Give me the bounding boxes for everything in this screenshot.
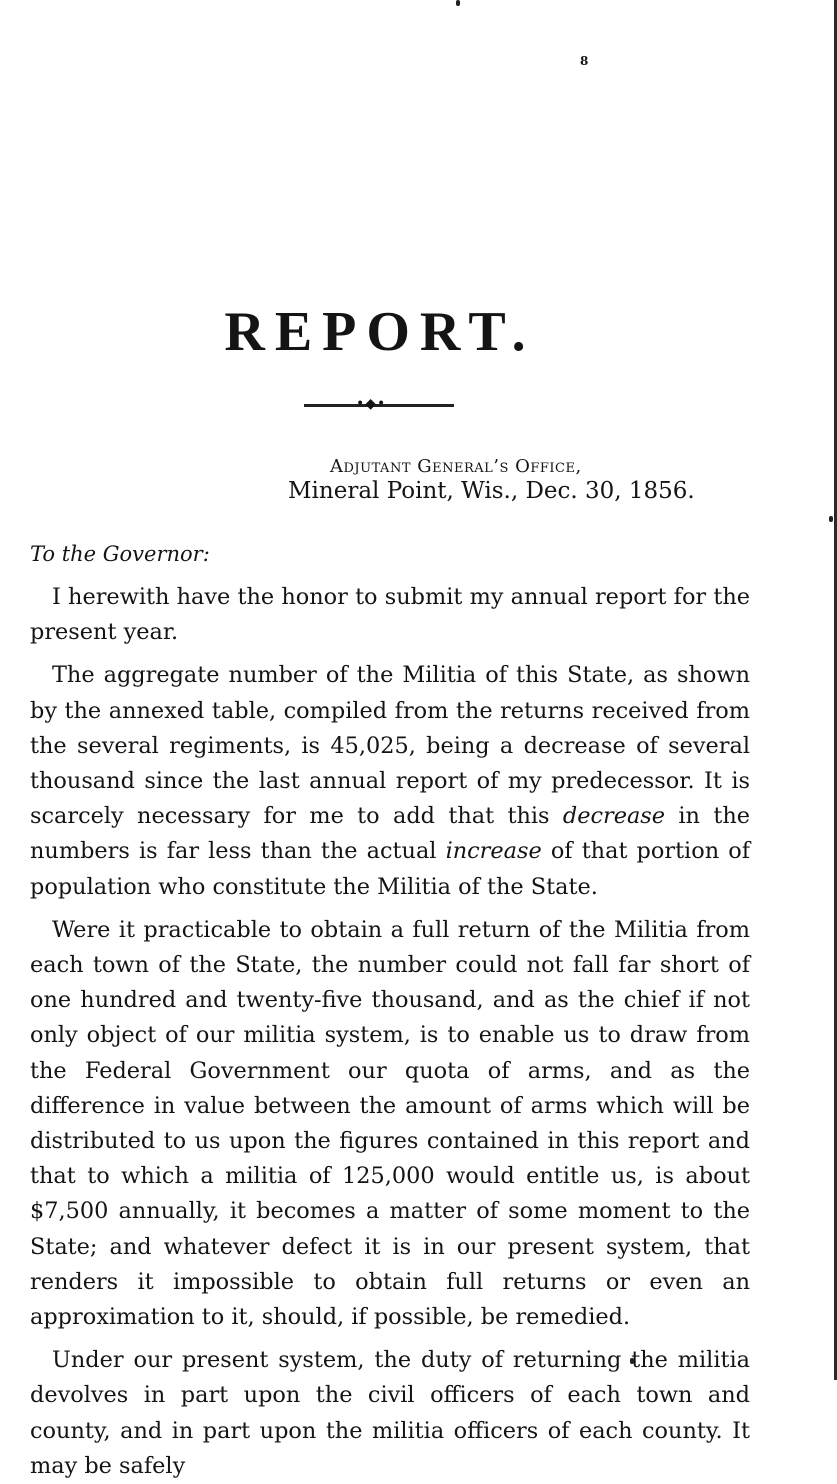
page-number: 8 [580,54,589,68]
salutation: To the Governor: [30,542,210,566]
paragraph-text: The aggregate number of the Militia of this State, as shown by the annexed table, compiled from the returns received from the several regiments, is 45,025, being a decrease of several thousand since the last annual report of my predecessor. It is scarcely necessary for me to add that this [30,662,750,830]
paragraph [30,658,750,904]
page-title: REPORT. [224,301,536,363]
paragraph [30,580,750,650]
paragraph-text: in the numbers is far less than the actual [30,803,750,865]
paragraph-text: Were it practicable to obtain a full return of the Militia from each town of the State, the number could not fall far short of one hundred and twenty-five thousand, and as the chief if not only object of our militia system, is to enable us to draw from the Federal Government our quota of arms, and as the difference in value between the amount of arms which will be distributed to us upon the figures contained in this report and that to which a militia of 125,000 would entitle us, is about $7,500 annually, it becomes a matter of some moment to the State; and whatever defect it is in our present system, that renders it impossible to obtain full returns or even an approximation to it, should, if possible, be remedied. [30,916,750,1331]
office-line: Adjutant General’s Office, [330,456,582,477]
paragraph-text: of that portion of population who constitute the Militia of the State. [30,838,750,900]
paragraph [30,913,750,1335]
emphasis-decrease: decrease [562,803,666,830]
paragraph-text: Under our present system, the duty of returning the militia devolves in part upon the civil officers of each town and county, and in part upon the militia officers of each county. It may be safely [30,1347,750,1479]
ornament-dots: •◆• [356,396,387,412]
report-body [30,580,750,1484]
paragraph-text: I herewith have the honor to submit my annual report for the present year. [30,584,750,646]
ink-speck [829,516,833,522]
dateline: Mineral Point, Wis., Dec. 30, 1856. [288,478,695,504]
emphasis-increase: increase [445,838,542,865]
ink-speck [456,0,460,6]
paragraph [30,1343,750,1484]
